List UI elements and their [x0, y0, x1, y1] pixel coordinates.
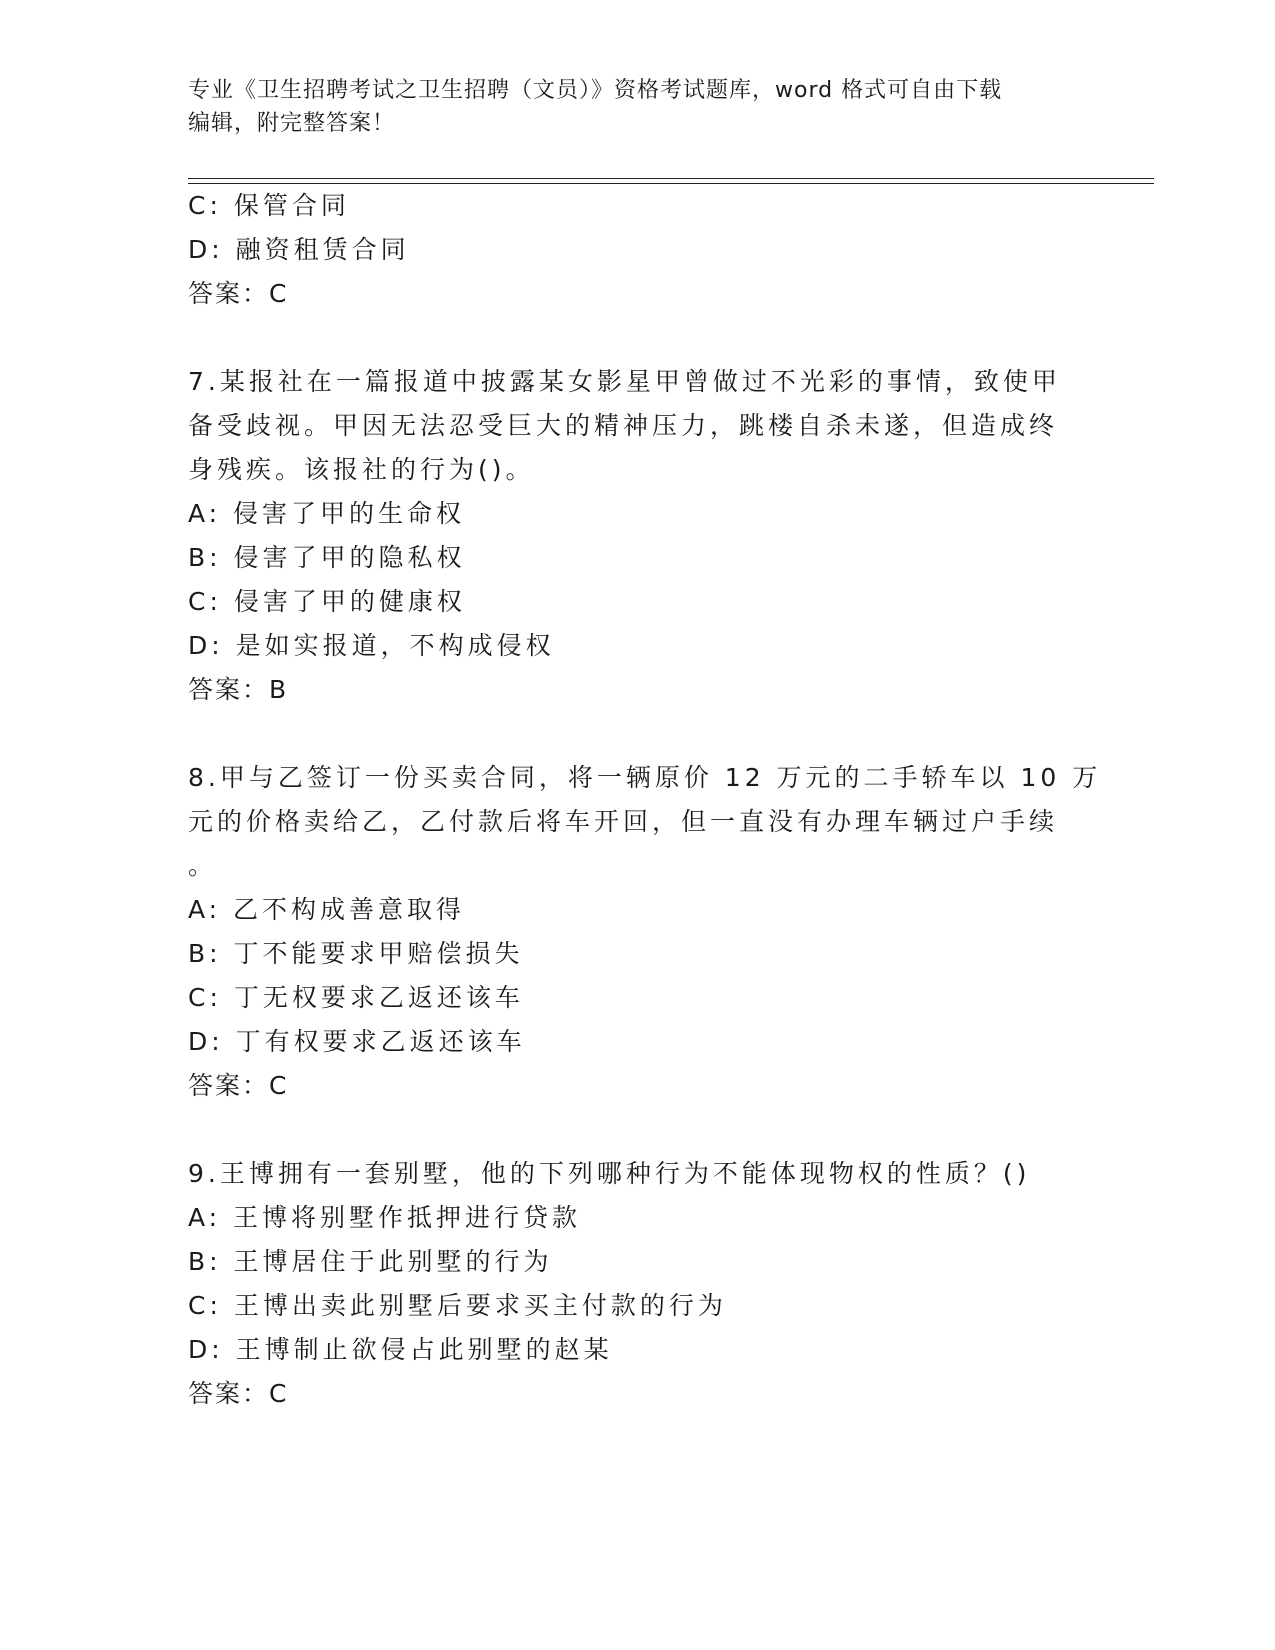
q8-option-a: A: 乙不构成善意取得	[188, 895, 466, 924]
q7-answer: 答案：B	[188, 675, 289, 704]
q8-stem-line-1: 8.甲与乙签订一份买卖合同，将一辆原价 12 万元的二手轿车以 10 万	[188, 763, 1102, 792]
q6-answer: 答案：C	[188, 279, 289, 308]
q9-option-b: B: 王博居住于此别墅的行为	[188, 1247, 553, 1276]
q8-stem-line-2: 元的价格卖给乙，乙付款后将车开回，但一直没有办理车辆过户手续	[188, 807, 1059, 836]
header-divider-bottom	[188, 183, 1154, 184]
q9-stem-line-1: 9.王博拥有一套别墅，他的下列哪种行为不能体现物权的性质？()	[188, 1159, 1031, 1188]
header-line-2: 编辑，附完整答案！	[188, 111, 396, 136]
q9-option-c: C: 王博出卖此别墅后要求买主付款的行为	[188, 1291, 727, 1320]
header-line-1: 专业《卫生招聘考试之卫生招聘（文员）》资格考试题库，word 格式可自由下载	[188, 78, 1003, 103]
q8-option-b: B: 丁不能要求甲赔偿损失	[188, 939, 524, 968]
q8-option-d: D: 丁有权要求乙返还该车	[188, 1027, 526, 1056]
q9-option-d: D: 王博制止欲侵占此别墅的赵某	[188, 1335, 613, 1364]
header-divider-top	[188, 178, 1154, 179]
document-header	[188, 74, 1088, 140]
q8-option-c: C: 丁无权要求乙返还该车	[188, 983, 524, 1012]
q9-answer: 答案：C	[188, 1379, 289, 1408]
q8-answer: 答案：C	[188, 1071, 289, 1100]
q9-option-a: A: 王博将别墅作抵押进行贷款	[188, 1203, 582, 1232]
q7-option-b: B: 侵害了甲的隐私权	[188, 543, 466, 572]
q6-option-c: C: 保管合同	[188, 191, 350, 220]
q7-option-c: C: 侵害了甲的健康权	[188, 587, 466, 616]
q7-stem-line-1: 7.某报社在一篇报道中披露某女影星甲曾做过不光彩的事情，致使甲	[188, 367, 1061, 396]
q7-option-d: D: 是如实报道，不构成侵权	[188, 631, 555, 660]
q7-option-a: A: 侵害了甲的生命权	[188, 499, 466, 528]
q7-stem-line-3: 身残疾。该报社的行为()。	[188, 455, 535, 484]
q8-stem-line-3: 。	[188, 851, 218, 880]
q7-stem-line-2: 备受歧视。甲因无法忍受巨大的精神压力，跳楼自杀未遂，但造成终	[188, 411, 1059, 440]
q6-option-d: D: 融资租赁合同	[188, 235, 410, 264]
